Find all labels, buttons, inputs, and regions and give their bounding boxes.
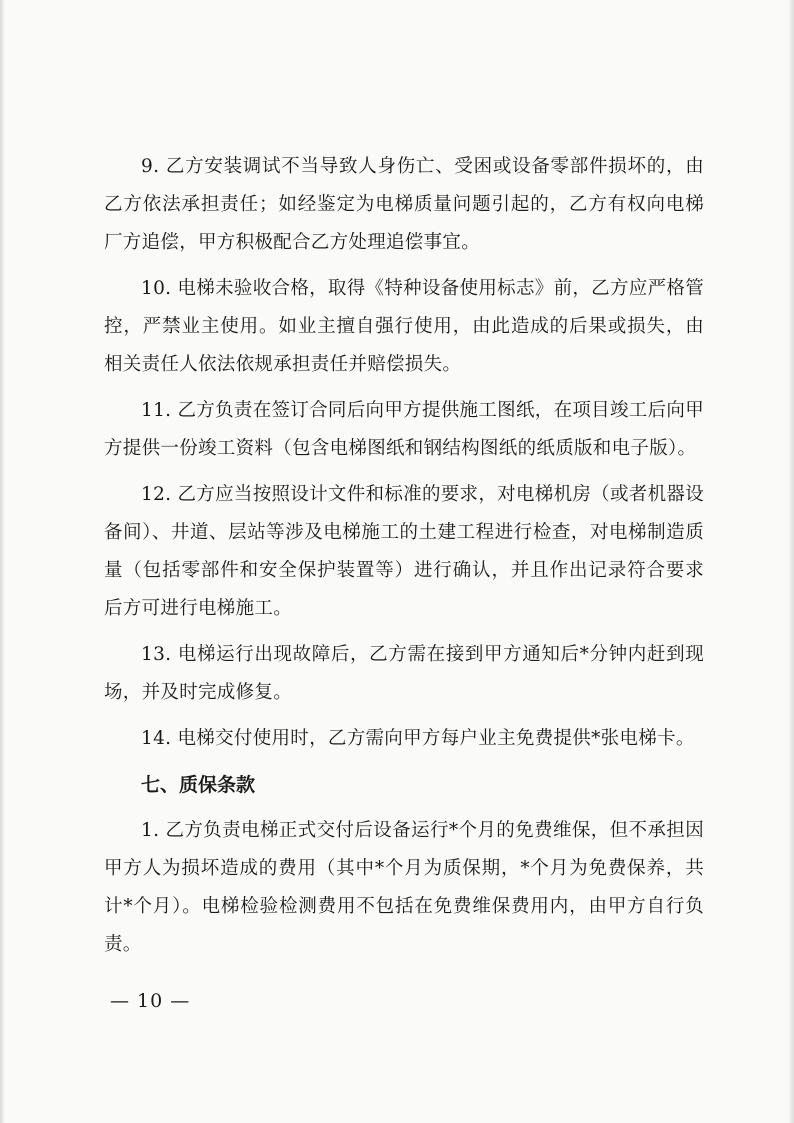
clause-13: 13. 电梯运行出现故障后，乙方需在接到甲方通知后*分钟内赶到现场，并及时完成修复。 (104, 644, 704, 703)
warranty-clause-1: 1. 乙方负责电梯正式交付后设备运行*个月的免费维保，但不承担因甲方人为损坏造成的费用（其中*个月为质保期，*个月为免费保养，共计*个月）。电梯检验检测费用不包括在免费维保费用内，由甲方自行负责。 (104, 820, 704, 955)
page-number: — 10 — (110, 990, 191, 1012)
clause-12: 12. 乙方应当按照设计文件和标准的要求，对电梯机房（或者机器设备间）、井道、层站等涉及电梯施工的土建工程进行检查，对电梯制造质量（包括零部件和安全保护装置等）进行确认，并且作出记录符合要求后方可进行电梯施工。 (104, 484, 704, 619)
clause-11: 11. 乙方负责在签订合同后向甲方提供施工图纸，在项目竣工后向甲方提供一份竣工资料（包含电梯图纸和钢结构图纸的纸质版和电子版）。 (104, 400, 704, 459)
clause-14: 14. 电梯交付使用时，乙方需向甲方每户业主免费提供*张电梯卡。 (141, 728, 695, 749)
clause-9: 9. 乙方安装调试不当导致人身伤亡、受困或设备零部件损坏的，由乙方依法承担责任；如经鉴定为电梯质量问题引起的，乙方有权向电梯厂方追偿，甲方积极配合乙方处理追偿事宜。 (104, 156, 704, 253)
clause-10: 10. 电梯未验收合格，取得《特种设备使用标志》前，乙方应严格管控，严禁业主使用。如业主擅自强行使用，由此造成的后果或损失，由相关责任人依法依规承担责任并赔偿损失。 (104, 278, 704, 375)
section-heading-warranty: 七、质保条款 (141, 774, 256, 796)
scan-edge-left (0, 0, 5, 1123)
scan-edge-right (788, 0, 794, 1123)
document-body (104, 148, 704, 972)
